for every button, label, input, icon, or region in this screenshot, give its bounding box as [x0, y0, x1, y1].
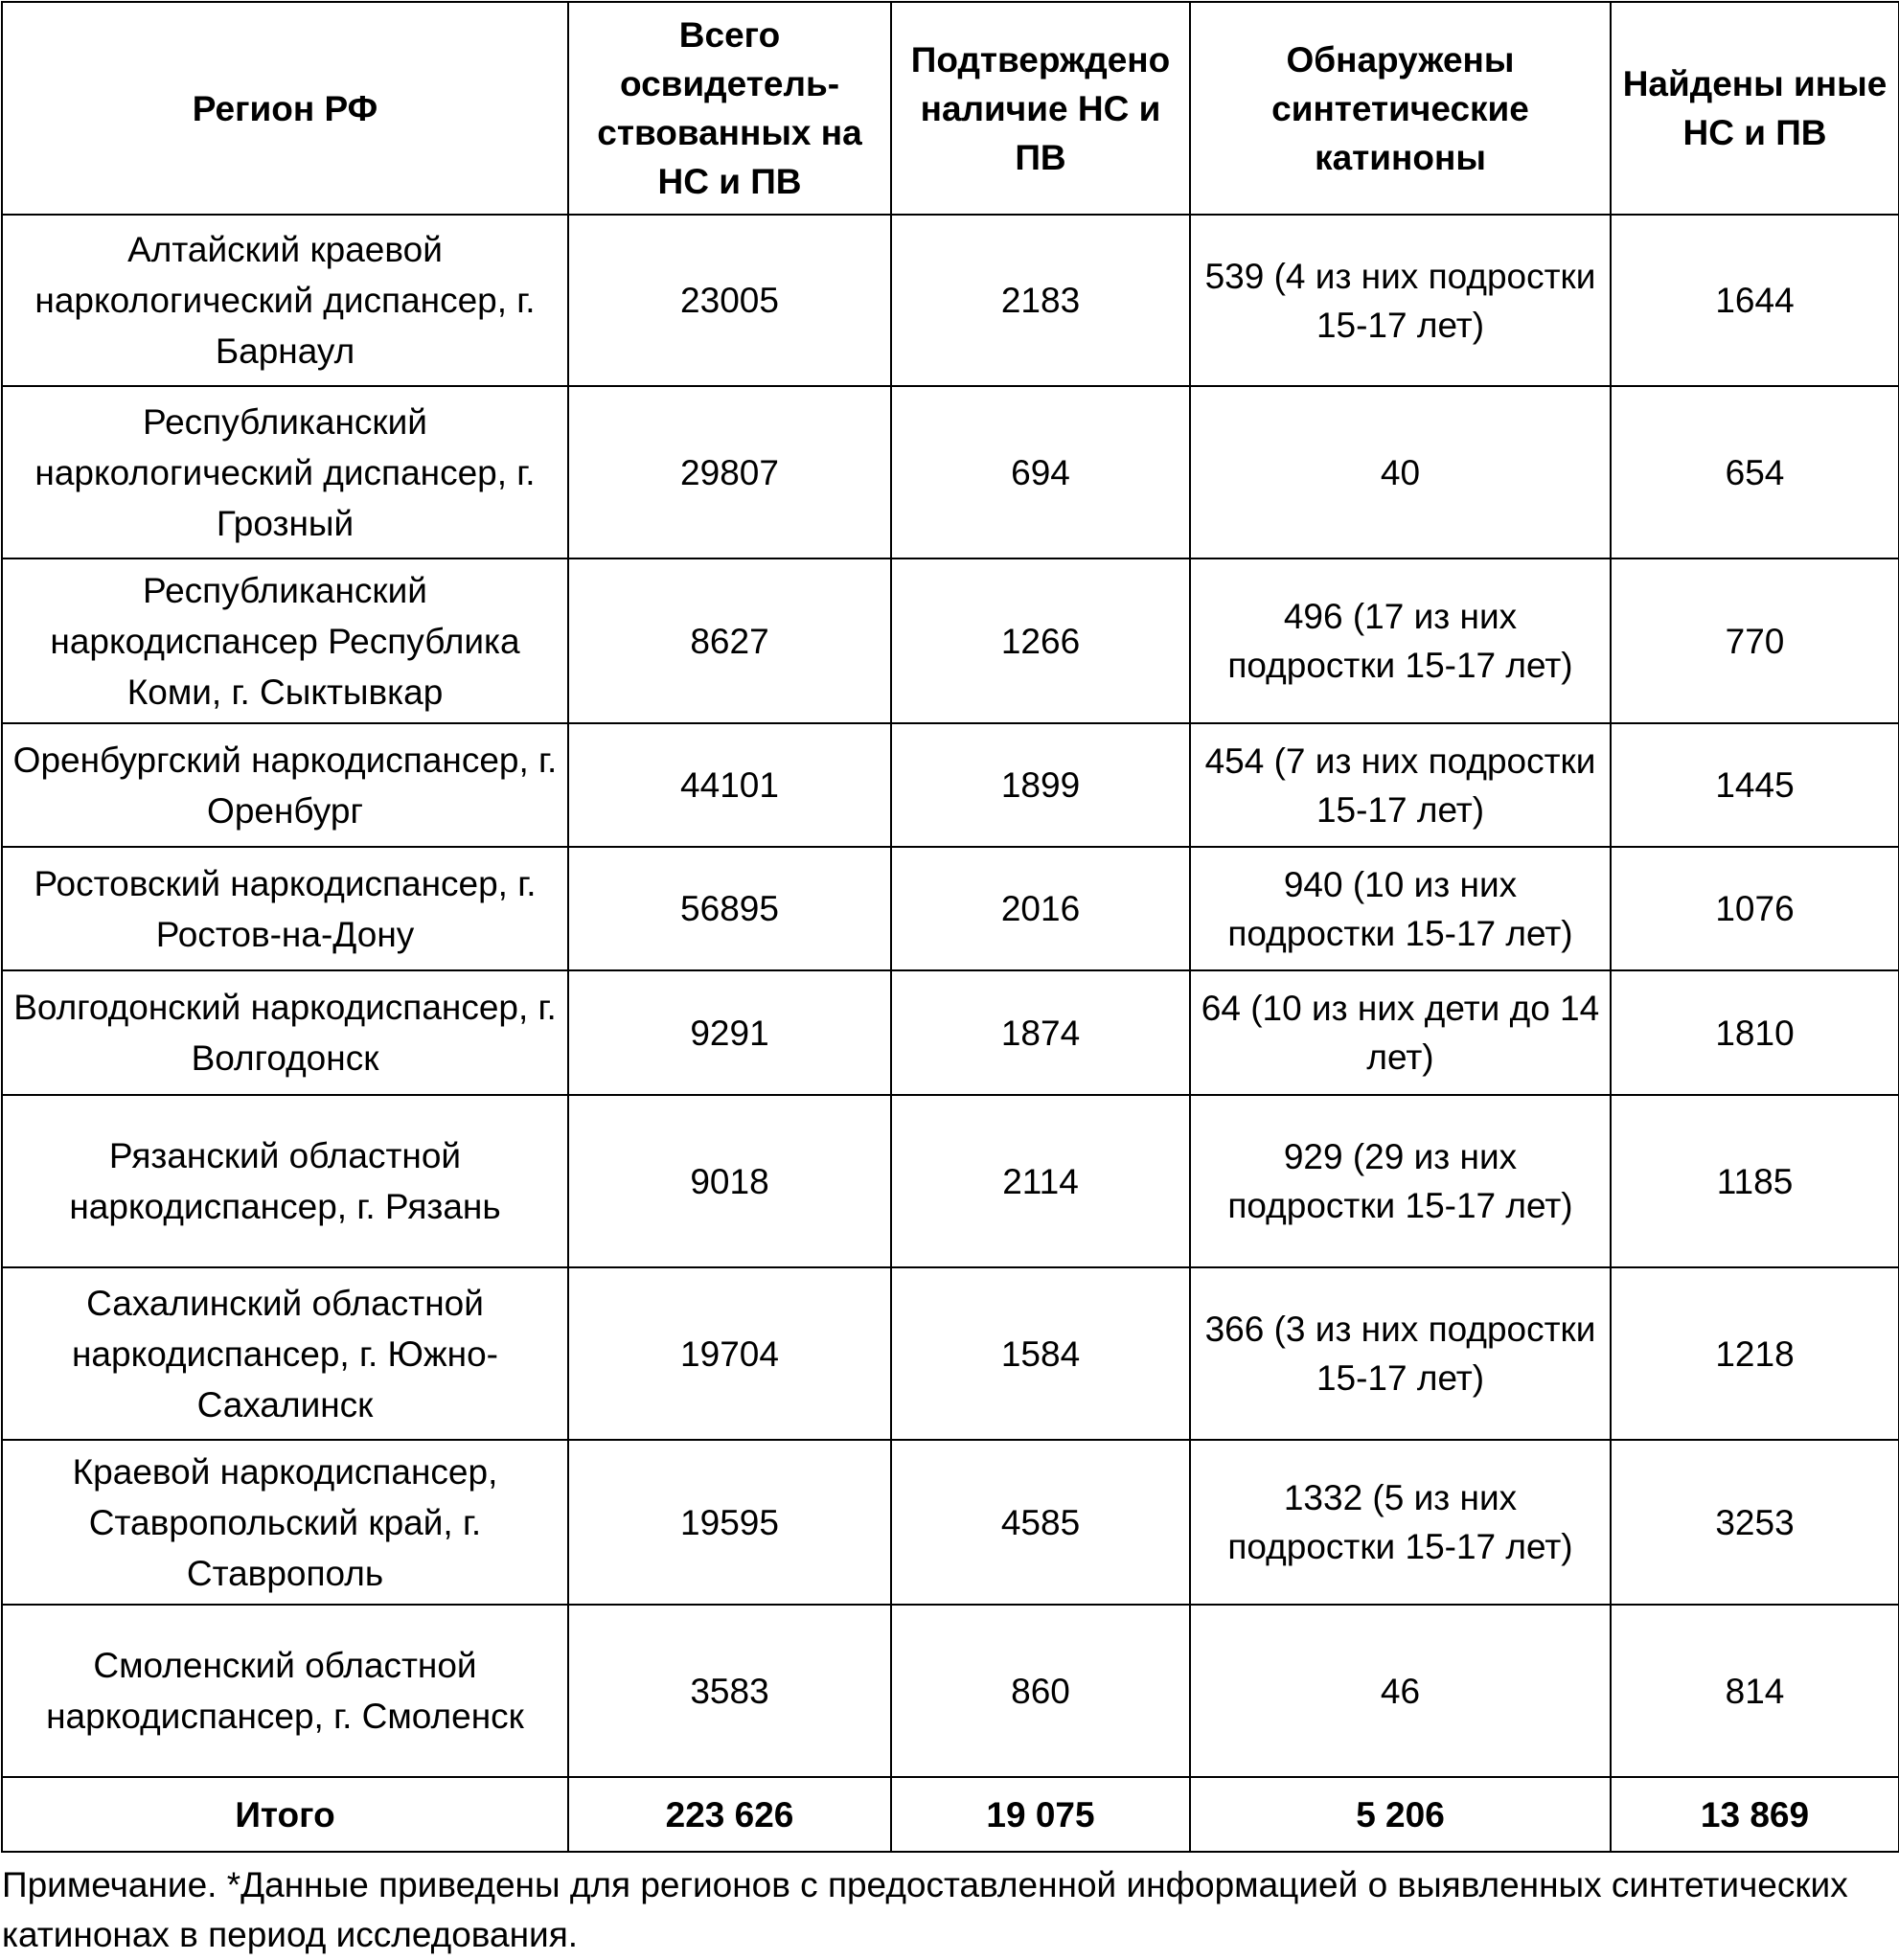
cell-region: Краевой наркодиспансер, Ставропольский край, г. Ставрополь	[2, 1440, 568, 1605]
cell-confirmed: 1584	[891, 1267, 1190, 1440]
cell-total: 8627	[568, 558, 891, 723]
cell-other: 654	[1611, 386, 1899, 558]
cell-total: 29807	[568, 386, 891, 558]
total-cathinones-sum: 5 206	[1190, 1777, 1611, 1852]
data-table	[1, 1, 1899, 1853]
cell-region: Волгодонский наркодиспансер, г. Волгодонск	[2, 970, 568, 1095]
total-examined-sum: 223 626	[568, 1777, 891, 1852]
cell-region: Республиканский наркодиспансер Республика Коми, г. Сыктывкар	[2, 558, 568, 723]
cell-total: 19704	[568, 1267, 891, 1440]
cell-confirmed: 2114	[891, 1095, 1190, 1267]
cell-cathinones: 496 (17 из них подростки 15-17 лет)	[1190, 558, 1611, 723]
cell-confirmed: 2016	[891, 847, 1190, 970]
cell-total: 23005	[568, 215, 891, 386]
cell-confirmed: 4585	[891, 1440, 1190, 1605]
cell-confirmed: 1874	[891, 970, 1190, 1095]
cell-total: 3583	[568, 1605, 891, 1777]
cell-confirmed: 1266	[891, 558, 1190, 723]
cell-cathinones: 46	[1190, 1605, 1611, 1777]
cell-confirmed: 694	[891, 386, 1190, 558]
table-header-row	[2, 2, 1899, 215]
cell-cathinones: 454 (7 из них подростки 15-17 лет)	[1190, 723, 1611, 847]
cell-region: Рязанский областной наркодиспансер, г. Рязань	[2, 1095, 568, 1267]
table-row	[2, 1267, 1899, 1440]
cell-cathinones: 539 (4 из них подростки 15-17 лет)	[1190, 215, 1611, 386]
cell-region: Алтайский краевой наркологический диспансер, г. Барнаул	[2, 215, 568, 386]
header-other: Найдены иные НС и ПВ	[1611, 2, 1899, 215]
cell-cathinones: 40	[1190, 386, 1611, 558]
table-row	[2, 847, 1899, 970]
cell-other: 1185	[1611, 1095, 1899, 1267]
cell-total: 9018	[568, 1095, 891, 1267]
total-confirmed-sum: 19 075	[891, 1777, 1190, 1852]
cell-cathinones: 64 (10 из них дети до 14 лет)	[1190, 970, 1611, 1095]
table-total-row	[2, 1777, 1899, 1852]
cell-region: Республиканский наркологический диспансер, г. Грозный	[2, 386, 568, 558]
cell-total: 19595	[568, 1440, 891, 1605]
table-row	[2, 558, 1899, 723]
total-label: Итого	[2, 1777, 568, 1852]
cell-confirmed: 2183	[891, 215, 1190, 386]
cell-region: Смоленский областной наркодиспансер, г. Смоленск	[2, 1605, 568, 1777]
cell-confirmed: 860	[891, 1605, 1190, 1777]
table-note: Примечание. *Данные приведены для регионов с предоставленной информацией о выявленных синтетических катинонах в период исследования.	[2, 1865, 1848, 1954]
cell-region: Ростовский наркодиспансер, г. Ростов-на-Дону	[2, 847, 568, 970]
cell-cathinones: 940 (10 из них подростки 15-17 лет)	[1190, 847, 1611, 970]
table-row	[2, 723, 1899, 847]
cell-other: 814	[1611, 1605, 1899, 1777]
cell-total: 9291	[568, 970, 891, 1095]
cell-region: Оренбургский наркодиспансер, г. Оренбург	[2, 723, 568, 847]
cell-other: 3253	[1611, 1440, 1899, 1605]
header-region: Регион РФ	[2, 2, 568, 215]
cell-other: 1218	[1611, 1267, 1899, 1440]
header-total-examined: Всего освидетель-ствованных на НС и ПВ	[568, 2, 891, 215]
table-row	[2, 970, 1899, 1095]
header-confirmed: Подтверждено наличие НС и ПВ	[891, 2, 1190, 215]
table-row	[2, 1605, 1899, 1777]
total-other-sum: 13 869	[1611, 1777, 1899, 1852]
table-row	[2, 1440, 1899, 1605]
cell-other: 1644	[1611, 215, 1899, 386]
cell-cathinones: 929 (29 из них подростки 15-17 лет)	[1190, 1095, 1611, 1267]
cell-other: 1445	[1611, 723, 1899, 847]
cell-cathinones: 366 (3 из них подростки 15-17 лет)	[1190, 1267, 1611, 1440]
table-row	[2, 386, 1899, 558]
table-row	[2, 215, 1899, 386]
cell-other: 770	[1611, 558, 1899, 723]
table-row	[2, 1095, 1899, 1267]
cell-total: 56895	[568, 847, 891, 970]
cell-other: 1810	[1611, 970, 1899, 1095]
cell-other: 1076	[1611, 847, 1899, 970]
cell-cathinones: 1332 (5 из них подростки 15-17 лет)	[1190, 1440, 1611, 1605]
header-cathinones: Обнаружены синтетические катиноны	[1190, 2, 1611, 215]
cell-region: Сахалинский областной наркодиспансер, г. Южно-Сахалинск	[2, 1267, 568, 1440]
cell-total: 44101	[568, 723, 891, 847]
cell-confirmed: 1899	[891, 723, 1190, 847]
